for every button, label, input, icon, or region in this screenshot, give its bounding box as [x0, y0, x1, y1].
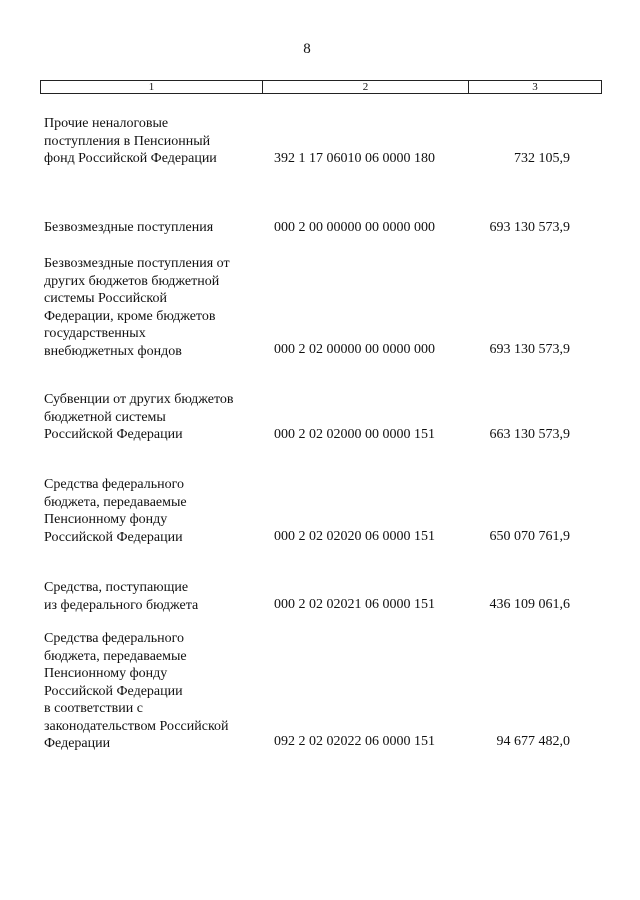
row-amount: 436 109 061,6 — [489, 596, 570, 612]
table-row — [44, 255, 574, 358]
table-row — [44, 391, 574, 443]
row-amount: 663 130 573,9 — [489, 426, 570, 442]
table-header — [40, 80, 602, 94]
table-row — [44, 579, 574, 613]
row-code: 092 2 02 02022 06 0000 151 — [274, 733, 435, 749]
row-code: 000 2 02 02000 00 0000 151 — [274, 426, 435, 442]
table-row — [44, 219, 574, 236]
table-row — [44, 630, 574, 750]
row-amount: 693 130 573,9 — [489, 219, 570, 235]
row-amount: 650 070 761,9 — [489, 528, 570, 544]
row-code: 000 2 00 00000 00 0000 000 — [274, 219, 435, 235]
row-code: 000 2 02 02020 06 0000 151 — [274, 528, 435, 544]
row-name: Прочие неналоговые поступления в Пенсионный фонд Российской Федерации — [44, 116, 217, 166]
row-name: Субвенции от других бюджетов бюджетной системы Российской Федерации — [44, 392, 234, 442]
row-amount: 732 105,9 — [514, 150, 570, 166]
row-name: Безвозмездные поступления от других бюджетов бюджетной системы Российской Федерации, кроме бюджетов государственных внебюджетных фондов — [44, 256, 230, 359]
row-code: 392 1 17 06010 06 0000 180 — [274, 150, 435, 166]
row-amount: 94 677 482,0 — [496, 733, 570, 749]
row-code: 000 2 02 00000 00 0000 000 — [274, 341, 435, 357]
row-name: Безвозмездные поступления — [44, 220, 214, 235]
table-row — [44, 476, 574, 545]
row-name: Средства федерального бюджета, передаваемые Пенсионному фонду Российской Федерации — [44, 477, 187, 545]
column-header-1: 1 — [41, 81, 263, 93]
row-code: 000 2 02 02021 06 0000 151 — [274, 596, 435, 612]
column-header-2: 2 — [263, 81, 469, 93]
column-header-3: 3 — [532, 81, 538, 93]
row-name: Средства, поступающие из федерального бюджета — [44, 580, 199, 613]
page-number: 8 — [303, 41, 311, 57]
row-name: Средства федерального бюджета, передаваемые Пенсионному фонду Российской Федерации в соответствии с законодательством Российской Федерации — [44, 631, 229, 751]
row-amount: 693 130 573,9 — [489, 341, 570, 357]
table-row — [44, 115, 574, 167]
